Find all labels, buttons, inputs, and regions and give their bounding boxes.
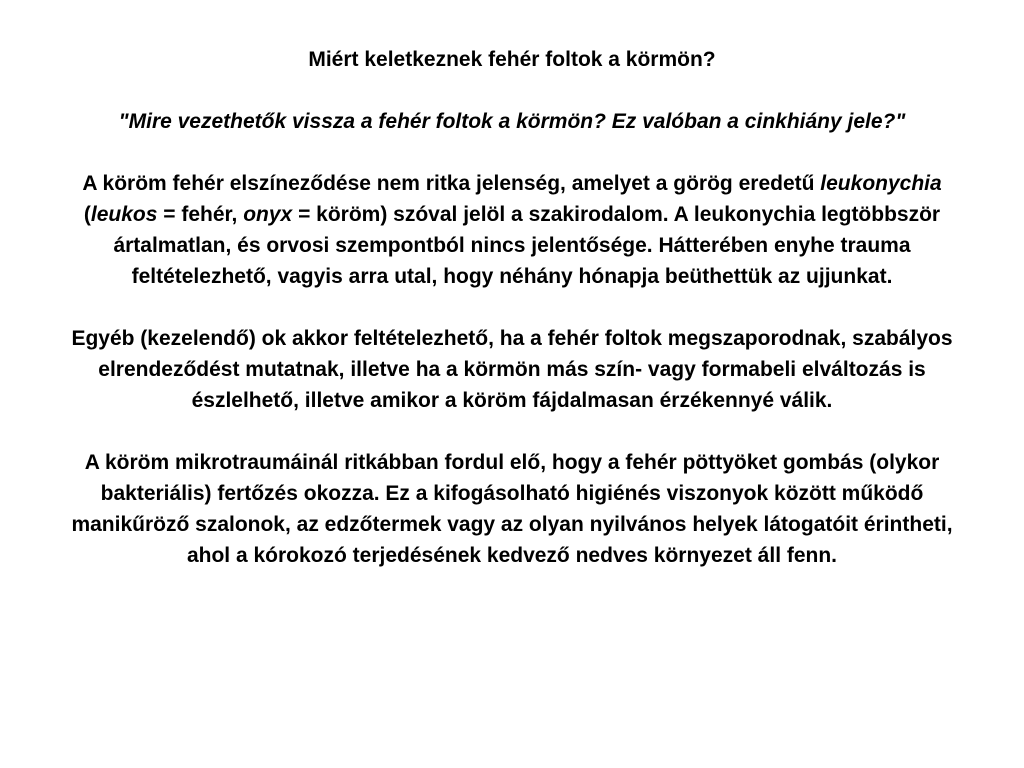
paragraph-1-open-paren: (: [83, 203, 91, 226]
term-onyx: onyx: [243, 203, 293, 226]
paragraph-1-eq1: = fehér,: [157, 203, 244, 226]
slide-title: Miért keletkeznek fehér foltok a körmön?: [308, 48, 716, 71]
paragraph-fungal-infection: A köröm mikrotraumáinál ritkábban fordul elő, hogy a fehér pöttyöket gombás (olykor bakteriális) fertőzés okozza. Ez a kifogásolható higiénés viszonyok között működő manikűröző szalonok, az edzőtermek vagy az olyan nyilvános helyek látogatóit érintheti, ahol a kórokozó terjedésének kedvező nedves környezet áll fenn.: [71, 451, 953, 567]
term-leukos: leukos: [90, 203, 158, 226]
term-leukonychia: leukonychia: [820, 172, 942, 195]
paragraph-other-causes: Egyéb (kezelendő) ok akkor feltételezhető, ha a fehér foltok megszaporodnak, szabályos elrendeződést mutatnak, illetve ha a körmön más szín- vagy formabeli elváltozás is észlelhető, illetve amikor a köröm fájdalmasan érzékennyé válik.: [71, 327, 953, 412]
slide-content: [50, 44, 974, 571]
reader-question: "Mire vezethetők vissza a fehér foltok a körmön? Ez valóban a cinkhiány jele?": [118, 110, 906, 133]
paragraph-1-lead: A köröm fehér elszíneződése nem ritka jelenség, amelyet a görög eredetű: [82, 172, 821, 195]
paragraph-leukonychia: [50, 168, 974, 292]
paragraph-1-rest: = köröm) szóval jelöl a szakirodalom. A leukonychia legtöbbször ártalmatlan, és orvosi szempontból nincs jelentősége. Hátterében enyhe trauma feltételezhető, vagyis arra utal, hogy néhány hónapja beüthettük az ujjunkat.: [113, 203, 941, 288]
